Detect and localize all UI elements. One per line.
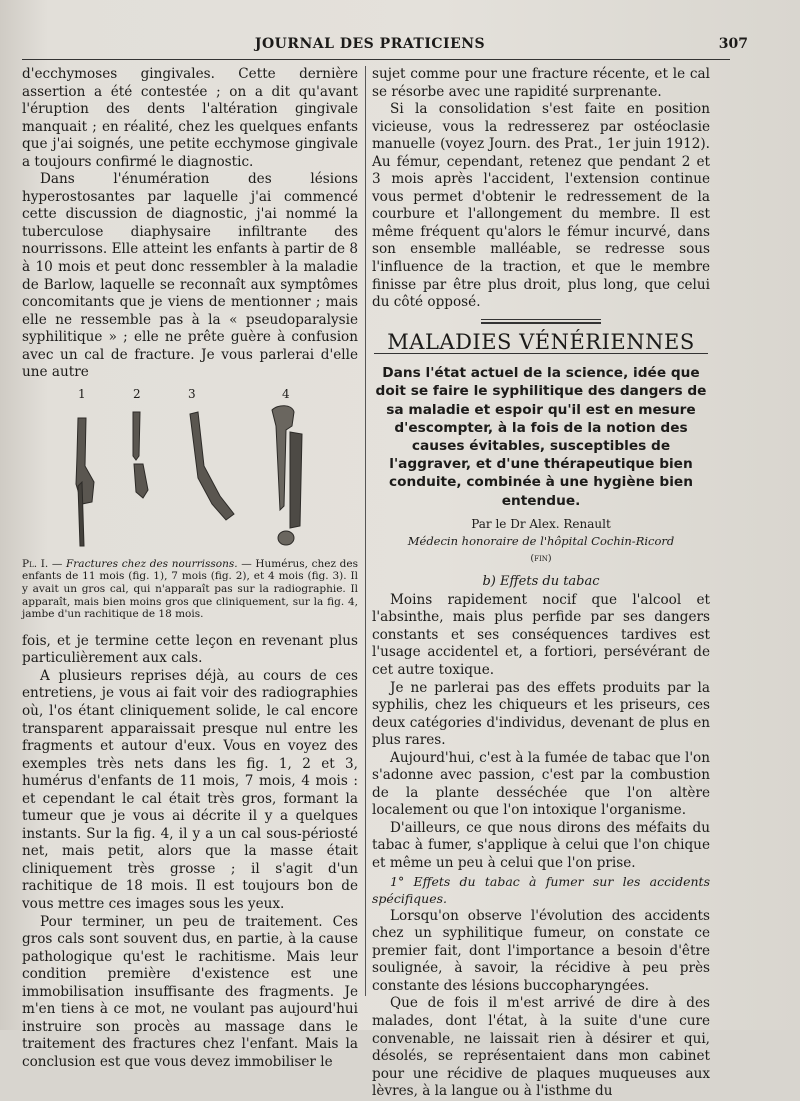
paragraph: Lorsqu'on observe l'évolution des accidents chez un syphilitique fumeur, on constate ce premier fait, dont l'importance a besoin d'être soulignée, à savoir, la récidive à peu près constante des lésions buccopharyngées.: [372, 907, 710, 994]
caption-label: Fractures chez des nourrissons.: [66, 557, 238, 570]
header-rule: [22, 59, 730, 60]
article-title: Dans l'état actuel de la science, idée que doit se faire le syphilitique des dangers de sa maladie et espoir qu'il est en mesure d'escompter, à la fois de la notion des causes évitables, susceptibles de l'aggraver, et d'une thérapeutique bien conduite, combinée à une hygiène bien entendue.: [375, 365, 707, 509]
author-byline: Par le Dr Alex. Renault: [471, 516, 611, 531]
bone-fig-4: [272, 406, 302, 545]
paragraph: Si la consolidation s'est faite en position vicieuse, vous la redresserez par ostéoclasie manuelle (voyez Journ. des Prat., 1er juin 1912). Au fémur, cependant, retenez que pendant 2 et 3 mois après l'accident, l'extension continue vous permet d'obtenir le redressement de la courbure et l'allongement du membre. Il est même fréquent qu'alors le fémur incurvé, dans son ensemble malléable, se redresse sous l'influence de la traction, et que le membre finisse par être plus droit, plus long, que celui du côté opposé.: [372, 101, 710, 311]
figure-number: 2: [133, 386, 141, 401]
paragraph: sujet comme pour une fracture récente, et le cal se résorbe avec une rapidité surprenante.: [372, 66, 710, 100]
continuation-marker: (fin): [530, 552, 552, 564]
left-column: [22, 66, 358, 1071]
caption-text: — Humérus, chez des enfants de 11 mois (fig. 1), 7 mois (fig. 2), et 4 mois (fig. 3). Il y avait un gros cal, qui n'apparaît pas sur la radiographie. Il apparaît, mais bien moins gros que cliniquement, sur la fig. 4, jambe d'un rachitique de 18 mois.: [22, 557, 358, 621]
right-column: [372, 66, 710, 1101]
caption-head: Pl. I. —: [22, 557, 63, 570]
figure-radiographs: [22, 386, 358, 554]
paragraph: Aujourd'hui, c'est à la fumée de tabac que l'on s'adonne avec passion, c'est par la combustion de la plante desséchée que l'on altère localement ou que l'on intoxique l'organisme.: [372, 749, 710, 819]
radiograph-images: [22, 386, 358, 554]
bone-fig-2: [133, 412, 148, 498]
paragraph: Je ne parlerai pas des effets produits par la syphilis, chez les chiqueurs et les priseurs, ces deux catégories d'individus, devenant de plus en plus rares.: [372, 679, 710, 749]
subsection-heading: b) Effets du tabac: [482, 573, 600, 589]
paragraph: fois, et je termine cette leçon en revenant plus particulièrement aux cals.: [22, 632, 358, 667]
figure-number: 4: [282, 386, 290, 401]
bone-fig-1: [76, 418, 94, 546]
column-divider: [365, 66, 366, 996]
paragraph: Que de fois il m'est arrivé de dire à des malades, dont l'état, à la suite d'une cure convenable, ne laissait rien à désirer et qui, désolés, se représentaient dans mon cabinet pour une récidive de plaques muqueuses aux lèvres, à la langue ou à l'isthme du: [372, 995, 710, 1100]
figure-number: 1: [78, 386, 86, 401]
paragraph: Pour terminer, un peu de traitement. Ces gros cals sont souvent dus, en partie, à la cause pathologique qu'est le rachitisme. Mais leur condition première d'existence est une immobilisation insuffisante des fragments. Je m'en tiens à ce mot, ne voulant pas aujourd'hui instruire son procès au massage dans le traitement des fractures chez l'enfant. Mais la conclusion est que vous devez immobiliser le: [22, 913, 358, 1070]
bone-fig-3: [190, 412, 234, 520]
paragraph: Dans l'énumération des lésions hyperostosantes par laquelle j'ai commencé cette discussion de diagnostic, j'ai nommé la tuberculose diaphysaire infiltrante des nourrissons. Elle atteint les enfants à partir de 8 à 10 mois et peut donc ressembler à la maladie de Barlow, laquelle se reconnaît aux symptômes concomitants que je viens de mentionner ; mais elle ne ressemble pas à la « pseudoparalysie syphilitique » ; elle ne prête guère à confusion avec un cal de fracture. Je vous parlerai d'elle une autre: [22, 171, 358, 381]
journal-title: JOURNAL DES PRATICIENS: [254, 36, 486, 52]
paragraph: D'ailleurs, ce que nous dirons des méfaits du tabac à fumer, s'applique à celui que l'on chique et même un peu à celui que l'on prise.: [372, 819, 710, 872]
author-affiliation: Médecin honoraire de l'hôpital Cochin-Ricord: [407, 533, 675, 548]
page-number: 307: [718, 36, 748, 52]
figure-number: 3: [188, 386, 196, 401]
section-title: MALADIES VÉNÉRIENNES: [387, 329, 695, 354]
paragraph: Moins rapidement nocif que l'alcool et l'absinthe, mais plus perfide par ses dangers constants et ses conséquences tardives est l'usage accidentel et, a fortiori, persévérant de cet autre toxique.: [372, 591, 710, 679]
figure-caption: [22, 558, 358, 621]
subsection-heading-2: 1° Effets du tabac à fumer sur les accidents spécifiques.: [372, 873, 710, 907]
paragraph: A plusieurs reprises déjà, au cours de ces entretiens, je vous ai fait voir des radiographies où, l'os étant cliniquement solide, le cal encore transparent apparaissait presque nul entre les fragments et autour d'eux. Vous en voyez des exemples très nets dans les fig. 1, 2 et 3, humérus d'enfants de 11 mois, 7 mois, 4 mois : et cependant le cal était très gros, formant la tumeur que je vous ai décrite il y a quelques instants. Sur la fig. 4, il y a un cal sous-périosté net, mais petit, alors que la masse était cliniquement très grosse ; il s'agit d'un rachitique de 18 mois. Il est toujours bon de vous mettre ces images sous les yeux.: [22, 667, 358, 913]
page-header: [20, 30, 748, 60]
paragraph: d'ecchymoses gingivales. Cette dernière assertion a été contestée ; on a dit qu'avant l'éruption des dents l'altération gingivale manquait ; en réalité, chez les quelques enfants que j'ai soignés, une petite ecchymose gingivale a toujours confirmé le diagnostic.: [22, 66, 358, 170]
section-ornament: [481, 318, 601, 326]
